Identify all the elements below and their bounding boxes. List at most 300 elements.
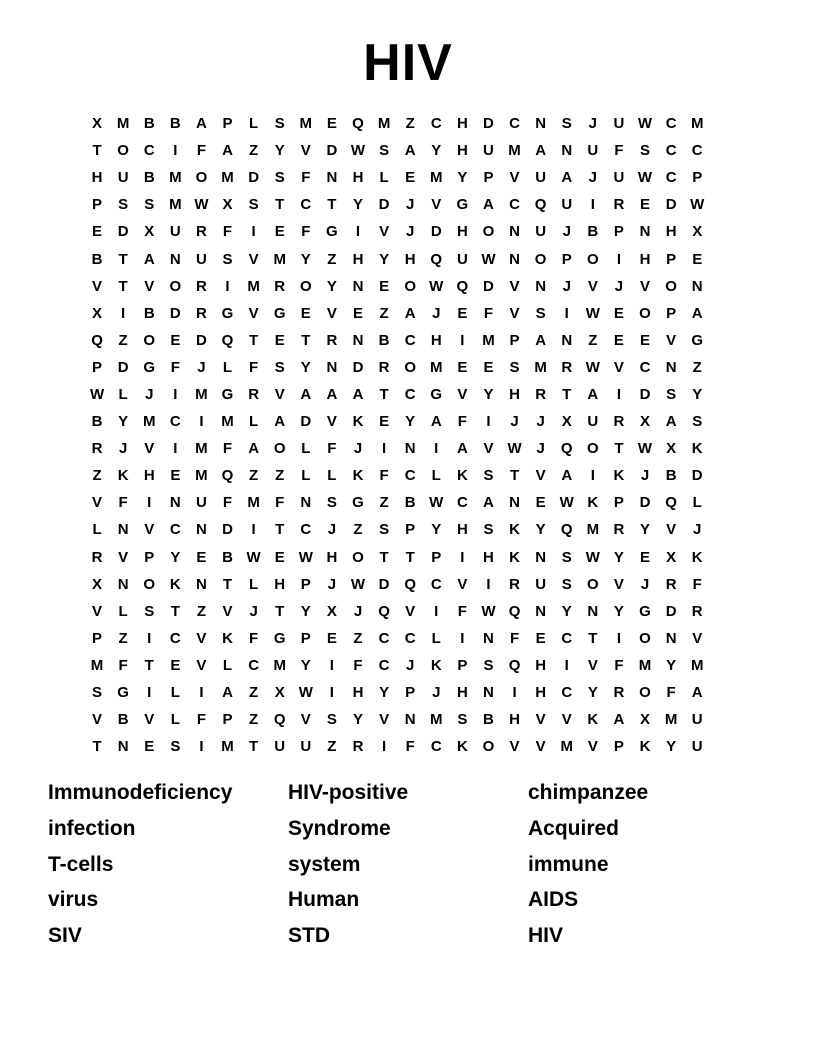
grid-letter: B (91, 250, 103, 268)
grid-letter: Y (640, 521, 651, 539)
grid-letter: P (144, 548, 155, 566)
grid-letter: P (92, 629, 103, 647)
grid-letter: R (196, 277, 207, 295)
grid-letter: M (690, 115, 704, 133)
grid-letter: I (147, 629, 152, 647)
grid-letter: Q (665, 494, 677, 512)
grid-letter: C (378, 629, 390, 647)
grid-letter: N (509, 250, 520, 268)
grid-letter: O (195, 169, 208, 187)
grid-letter: U (691, 738, 703, 756)
grid-letter: V (509, 277, 520, 295)
grid-letter: Z (379, 494, 389, 512)
grid-letter: U (535, 575, 547, 593)
grid-letter: H (456, 115, 468, 133)
grid-letter: N (587, 602, 599, 620)
grid-letter: V (666, 521, 677, 539)
grid-letter: C (404, 331, 416, 349)
grid-letter: V (300, 711, 311, 729)
grid-letter: A (143, 250, 155, 268)
grid-letter: C (248, 656, 260, 674)
grid-letter: R (613, 413, 625, 431)
grid-letter: F (118, 656, 128, 674)
grid-letter: H (483, 548, 494, 566)
grid-letter: D (352, 358, 364, 376)
grid-letter: R (352, 738, 364, 756)
grid-letter: H (326, 548, 338, 566)
grid-letter: V (587, 738, 598, 756)
grid-letter: A (404, 304, 416, 322)
grid-letter: I (486, 575, 491, 593)
grid-letter: Y (352, 196, 363, 214)
grid-letter: X (92, 575, 103, 593)
grid-letter: F (457, 413, 467, 431)
grid-letter: A (326, 385, 338, 403)
grid-letter: J (510, 413, 519, 431)
grid-letter: V (92, 602, 103, 620)
grid-letter: M (221, 169, 234, 187)
grid-letter: N (483, 684, 494, 702)
grid-letter: E (170, 656, 181, 674)
grid-letter: V (535, 711, 546, 729)
grid-letter: V (613, 358, 624, 376)
grid-row (84, 354, 710, 381)
grid-letter: Y (666, 738, 677, 756)
grid-letter: O (639, 304, 651, 322)
grid-letter: T (92, 142, 102, 160)
grid-letter: J (406, 223, 415, 241)
grid-letter: S (561, 548, 572, 566)
grid-letter: A (222, 142, 233, 160)
grid-letter: A (665, 413, 677, 431)
grid-letter: A (613, 711, 625, 729)
grid-letter: P (222, 711, 233, 729)
grid-letter: P (431, 548, 442, 566)
grid-letter: M (430, 358, 443, 376)
grid-letter: J (327, 521, 337, 539)
grid-letter: Z (353, 629, 363, 647)
grid-letter: U (613, 115, 625, 133)
grid-letter: H (456, 684, 468, 702)
grid-letter: V (248, 250, 259, 268)
grid-letter: H (456, 223, 468, 241)
grid-letter: R (196, 223, 207, 241)
grid-letter: S (274, 169, 285, 187)
grid-letter: V (92, 277, 103, 295)
grid-letter: K (456, 467, 468, 485)
grid-letter: C (561, 684, 573, 702)
grid-letter: B (587, 223, 599, 241)
grid-letter: I (434, 440, 439, 458)
grid-letter: N (509, 223, 520, 241)
grid-letter: G (273, 629, 286, 647)
grid-row (84, 571, 710, 598)
grid-letter: N (196, 575, 207, 593)
grid-letter: E (170, 331, 181, 349)
grid-letter: W (350, 142, 366, 160)
grid-letter: Z (405, 115, 415, 133)
grid-letter: S (483, 521, 494, 539)
grid-letter: Y (561, 602, 572, 620)
grid-letter: K (613, 467, 625, 485)
grid-letter: A (535, 331, 547, 349)
grid-letter: Y (300, 250, 311, 268)
grid-letter: A (456, 440, 468, 458)
grid-letter: F (614, 656, 624, 674)
grid-letter: V (274, 385, 285, 403)
grid-letter: V (535, 738, 546, 756)
grid-letter: P (405, 684, 416, 702)
grid-letter: G (117, 684, 129, 702)
grid-letter: F (118, 494, 128, 512)
grid-letter: V (118, 548, 129, 566)
grid-letter: P (457, 656, 468, 674)
word-list (48, 778, 788, 957)
grid-letter: J (406, 196, 415, 214)
grid-letter: U (456, 250, 468, 268)
grid-letter: Z (249, 467, 259, 485)
grid-letter: J (640, 575, 650, 593)
grid-letter: K (691, 548, 703, 566)
grid-letter: M (430, 711, 443, 729)
grid-letter: S (509, 358, 520, 376)
grid-letter: W (585, 304, 600, 322)
grid-letter: I (564, 304, 569, 322)
grid-letter: C (691, 142, 703, 160)
grid-letter: I (251, 521, 256, 539)
grid-letter: P (222, 115, 233, 133)
grid-letter: F (222, 440, 233, 458)
grid-letter: S (144, 602, 155, 620)
grid-letter: Q (404, 575, 416, 593)
grid-letter: R (509, 575, 520, 593)
grid-letter: V (144, 277, 155, 295)
grid-letter: U (117, 169, 129, 187)
grid-letter: H (509, 711, 520, 729)
grid-letter: V (587, 277, 598, 295)
grid-row (84, 273, 710, 300)
grid-letter: W (559, 494, 574, 512)
grid-letter: F (301, 223, 311, 241)
grid-letter: J (614, 277, 624, 295)
grid-letter: N (535, 277, 547, 295)
grid-letter: D (483, 277, 494, 295)
grid-letter: T (92, 738, 102, 756)
grid-letter: O (117, 142, 129, 160)
grid-letter: Y (483, 385, 494, 403)
grid-letter: S (248, 196, 259, 214)
grid-letter: K (456, 738, 468, 756)
grid-letter: J (327, 575, 337, 593)
grid-letter: D (169, 304, 181, 322)
grid-letter: U (587, 413, 599, 431)
grid-letter: J (588, 115, 597, 133)
grid-letter: D (326, 142, 338, 160)
grid-letter: F (614, 142, 624, 160)
grid-letter: V (144, 521, 155, 539)
grid-letter: R (613, 196, 625, 214)
grid-letter: D (117, 358, 129, 376)
grid-letter: B (222, 548, 233, 566)
grid-letter: V (509, 304, 520, 322)
grid-letter: F (222, 223, 233, 241)
grid-letter: U (613, 169, 625, 187)
grid-letter: U (535, 223, 547, 241)
grid-letter: V (379, 223, 390, 241)
grid-letter: I (590, 196, 595, 214)
grid-letter: R (613, 684, 625, 702)
grid-letter: K (639, 738, 651, 756)
grid-letter: Q (508, 656, 521, 674)
grid-letter: J (693, 521, 702, 539)
grid-letter: B (665, 467, 677, 485)
grid-letter: Y (379, 250, 390, 268)
grid-letter: O (586, 250, 599, 268)
grid-letter: L (379, 169, 389, 187)
grid-letter: I (355, 223, 361, 241)
grid-letter: Y (300, 602, 311, 620)
grid-letter: X (274, 684, 285, 702)
grid-letter: V (457, 575, 468, 593)
grid-letter: C (404, 467, 416, 485)
grid-letter: X (222, 196, 233, 214)
grid-letter: I (121, 304, 126, 322)
grid-letter: O (404, 277, 416, 295)
grid-letter: F (509, 629, 520, 647)
grid-letter: N (639, 223, 651, 241)
grid-letter: Y (666, 656, 677, 674)
grid-letter: N (169, 250, 181, 268)
grid-letter: A (352, 385, 364, 403)
grid-letter: W (637, 169, 653, 187)
grid-letter: Q (430, 250, 443, 268)
grid-letter: H (456, 521, 468, 539)
grid-letter: S (561, 575, 572, 593)
grid-letter: N (561, 331, 573, 349)
grid-letter: P (613, 223, 624, 241)
grid-letter: G (143, 358, 156, 376)
grid-letter: W (690, 196, 705, 214)
grid-letter: O (404, 358, 416, 376)
grid-letter: J (432, 304, 441, 322)
grid-letter: Y (587, 684, 598, 702)
grid-letter: C (430, 115, 442, 133)
grid-letter: V (196, 629, 207, 647)
grid-row (84, 110, 710, 137)
grid-row (84, 300, 710, 327)
grid-letter: E (535, 494, 546, 512)
grid-letter: I (329, 684, 334, 702)
grid-letter: R (561, 358, 573, 376)
grid-letter: H (509, 385, 520, 403)
page-title: HIV (363, 34, 453, 92)
grid-letter: I (381, 440, 387, 458)
grid-letter: I (329, 656, 334, 674)
grid-letter: S (170, 738, 181, 756)
grid-letter: S (144, 196, 155, 214)
grid-letter: M (430, 169, 443, 187)
grid-letter: X (666, 548, 677, 566)
grid-letter: L (249, 413, 259, 431)
grid-letter: V (431, 196, 442, 214)
grid-letter: K (587, 494, 599, 512)
grid-letter: A (691, 304, 703, 322)
grid-letter: S (379, 142, 390, 160)
grid-letter: W (429, 277, 444, 295)
grid-letter: W (298, 548, 313, 566)
grid-letter: M (195, 440, 208, 458)
grid-row (84, 408, 710, 435)
grid-letter: U (169, 223, 181, 241)
grid-letter: T (249, 331, 259, 349)
grid-letter: V (509, 169, 520, 187)
grid-letter: F (249, 629, 259, 647)
grid-letter: E (613, 304, 624, 322)
grid-letter: Y (405, 413, 416, 431)
word-list-item: infection (48, 816, 136, 840)
grid-letter: F (692, 575, 702, 593)
grid-letter: E (613, 331, 624, 349)
grid-letter: V (561, 711, 572, 729)
grid-letter: W (89, 385, 105, 403)
grid-letter: L (118, 602, 128, 620)
grid-row (84, 652, 710, 679)
grid-letter: H (404, 250, 416, 268)
word-list-item: AIDS (528, 888, 579, 912)
grid-letter: Y (300, 656, 311, 674)
grid-letter: L (431, 467, 441, 485)
grid-letter: F (483, 304, 494, 322)
grid-letter: J (562, 277, 571, 295)
grid-letter: Y (379, 684, 390, 702)
grid-letter: G (456, 196, 469, 214)
grid-letter: S (666, 385, 677, 403)
grid-letter: R (91, 440, 103, 458)
grid-letter: O (639, 629, 651, 647)
grid-letter: K (169, 575, 181, 593)
grid-letter: Y (613, 548, 624, 566)
grid-letter: I (147, 684, 152, 702)
grid-letter: L (222, 358, 233, 376)
grid-row (84, 218, 710, 245)
grid-letter: I (225, 277, 230, 295)
grid-letter: A (535, 142, 547, 160)
grid-letter: T (327, 196, 337, 214)
grid-letter: D (196, 331, 207, 349)
grid-letter: E (274, 548, 285, 566)
grid-letter: F (301, 169, 311, 187)
grid-letter: E (379, 277, 390, 295)
grid-letter: T (170, 602, 180, 620)
word-list-item: HIV (528, 924, 564, 948)
grid-letter: L (118, 385, 128, 403)
grid-letter: C (169, 521, 181, 539)
grid-letter: D (300, 413, 312, 431)
grid-letter: P (300, 629, 311, 647)
grid-letter: E (692, 250, 703, 268)
grid-letter: T (562, 385, 572, 403)
word-list-item: HIV-positive (288, 781, 409, 804)
grid-letter: L (327, 467, 337, 485)
grid-letter: N (535, 602, 547, 620)
grid-letter: M (273, 656, 286, 674)
grid-letter: A (274, 413, 286, 431)
grid-letter: R (91, 548, 103, 566)
grid-letter: E (352, 304, 363, 322)
grid-row (84, 245, 710, 272)
grid-letter: I (147, 494, 152, 512)
grid-letter: I (251, 223, 256, 241)
grid-letter: T (588, 629, 598, 647)
grid-letter: K (691, 440, 703, 458)
grid-letter: C (378, 656, 390, 674)
grid-letter: S (326, 494, 337, 512)
word-list-item: SIV (48, 924, 82, 948)
grid-letter: N (117, 738, 129, 756)
grid-letter: W (350, 575, 366, 593)
grid-letter: S (535, 304, 546, 322)
grid-letter: R (248, 385, 260, 403)
grid-letter: L (249, 115, 259, 133)
grid-letter: I (486, 413, 491, 431)
word-list-item: Immunodeficiency (48, 781, 233, 804)
grid-letter: H (535, 684, 547, 702)
grid-letter: R (613, 521, 625, 539)
grid-letter: F (249, 358, 259, 376)
grid-letter: A (483, 494, 494, 512)
grid-letter: W (637, 115, 653, 133)
grid-row (84, 516, 710, 543)
grid-letter: U (587, 142, 599, 160)
grid-letter: U (274, 738, 286, 756)
grid-letter: Y (300, 358, 311, 376)
grid-letter: S (640, 142, 651, 160)
grid-letter: V (196, 656, 207, 674)
grid-letter: Q (534, 196, 547, 214)
grid-letter: D (248, 169, 260, 187)
grid-letter: O (665, 277, 677, 295)
grid-letter: Z (249, 711, 259, 729)
grid-letter: V (326, 304, 337, 322)
grid-letter: C (430, 738, 442, 756)
grid-letter: M (560, 738, 573, 756)
grid-letter: U (691, 711, 703, 729)
grid-letter: L (431, 629, 441, 647)
word-list-item: Syndrome (288, 816, 391, 840)
grid-letter: J (640, 467, 650, 485)
grid-letter: R (326, 331, 338, 349)
grid-letter: E (457, 358, 468, 376)
grid-row (84, 327, 710, 354)
grid-letter: Z (692, 358, 702, 376)
grid-letter: M (377, 115, 391, 133)
grid-letter: O (586, 575, 599, 593)
grid-letter: A (300, 385, 312, 403)
grid-letter: A (691, 684, 703, 702)
grid-letter: F (405, 738, 415, 756)
grid-letter: B (483, 711, 494, 729)
grid-letter: S (561, 115, 572, 133)
grid-letter: L (692, 494, 702, 512)
grid-letter: T (118, 250, 128, 268)
grid-letter: Z (353, 521, 363, 539)
grid-row (84, 137, 710, 164)
grid-letter: C (561, 629, 573, 647)
grid-letter: X (666, 440, 677, 458)
grid-letter: T (118, 277, 128, 295)
grid-letter: I (590, 467, 595, 485)
grid-letter: Z (588, 331, 598, 349)
